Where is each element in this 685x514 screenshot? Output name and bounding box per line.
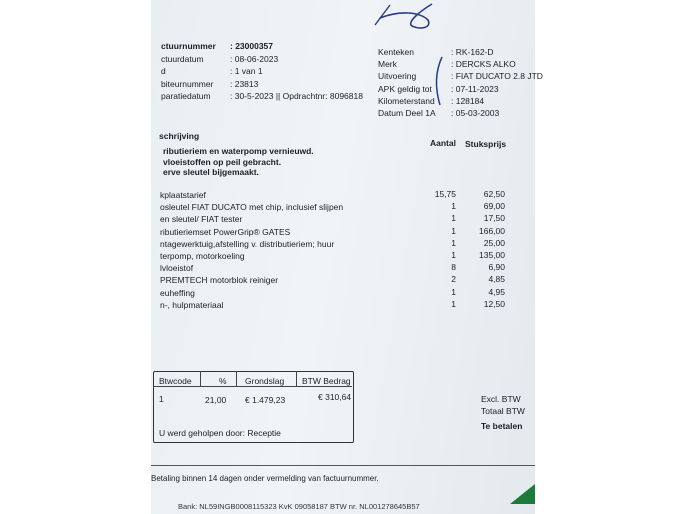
btw-row-code: 1	[159, 394, 164, 404]
header-left-value: : 23813	[230, 78, 259, 89]
item-price: 4,95	[488, 286, 505, 297]
item-description: en sleutel/ FIAT tester	[160, 214, 243, 225]
item-quantity: 2	[451, 274, 456, 285]
col-stuksprijs: Stuksprijs	[465, 139, 507, 149]
btw-col-divider	[200, 371, 201, 387]
header-left-label: biteurnummer	[161, 78, 214, 89]
description-line: vloeistoffen op peil gebracht.	[163, 156, 282, 167]
btw-col-divider	[296, 371, 297, 387]
btw-header-code: Btwcode	[159, 376, 192, 386]
total-excl-label: Excl. BTW	[481, 394, 521, 404]
btw-header-percent: %	[219, 376, 227, 386]
item-description: lvloeistof	[160, 263, 194, 274]
header-right-value: : RK-162-D	[451, 47, 494, 57]
header-right-value: : 128184	[451, 95, 485, 106]
total-btw-label: Totaal BTW	[481, 406, 525, 416]
item-description: ntagewerktuig,afstelling v. distributieriem; huur	[160, 238, 335, 249]
header-right-value: : 07-11-2023	[451, 83, 499, 94]
item-price: 25,00	[483, 237, 505, 248]
item-quantity: 15,75	[434, 189, 456, 199]
item-quantity: 1	[451, 225, 456, 236]
item-description: euheffing	[160, 287, 195, 298]
header-right-value: : 05-03-2003	[451, 108, 500, 118]
item-price: 6,90	[488, 262, 505, 273]
item-description: osleutel FIAT DUCATO met chip, inclusief slijpen	[160, 202, 344, 213]
header-left-label: ctuurnummer	[161, 41, 216, 51]
item-price: 166,00	[479, 225, 505, 236]
item-price: 12,50	[483, 298, 505, 309]
header-right-label: Merk	[378, 59, 397, 70]
col-aantal: Aantal	[430, 138, 456, 148]
description-line: ributieriem en waterpomp vernieuwd.	[163, 146, 314, 156]
helped-by: U werd geholpen door: Receptie	[159, 428, 281, 438]
description-line: erve sleutel bijgemaakt.	[163, 167, 259, 177]
item-price: 62,50	[483, 189, 505, 199]
green-corner-mark	[510, 484, 535, 504]
item-price: 4,85	[488, 274, 505, 285]
item-price: 17,50	[483, 213, 505, 224]
header-right-label: Uitvoering	[378, 71, 417, 82]
item-quantity: 8	[451, 262, 456, 273]
header-right-label: Kenteken	[378, 47, 414, 57]
btw-row-bedrag: € 310,64	[318, 392, 352, 402]
payment-note: Betaling binnen 14 dagen onder vermelding van factuurnummer.	[151, 474, 379, 483]
item-quantity: 1	[451, 237, 456, 248]
btw-row-percent: 21,00	[205, 395, 227, 405]
footer-bank-line: Bank: NL59INGB0008115323 KvK 09058187 BTW nr. NL001278645B57	[178, 502, 420, 511]
item-description: ributieriemset PowerGrip® GATES	[160, 226, 291, 237]
item-quantity: 1	[451, 286, 456, 297]
header-left-label: d	[161, 66, 166, 76]
btw-table-divider	[153, 386, 352, 387]
header-left-label: paratiedatum	[161, 91, 211, 101]
item-quantity: 1	[451, 250, 456, 260]
item-description: n-, hulpmateriaal	[160, 299, 224, 310]
footer-divider	[151, 465, 535, 466]
item-quantity: 1	[451, 201, 456, 212]
header-right-value: : DERCKS ALKO	[451, 59, 516, 70]
header-left-value: : 1 van 1	[230, 66, 263, 76]
header-left-value: : 23000357	[230, 41, 274, 51]
header-right-label: APK geldig tot	[378, 83, 432, 94]
header-right-label: Kilometerstand	[378, 95, 435, 106]
item-description: kplaatstarief	[160, 190, 206, 200]
item-quantity: 1	[451, 298, 456, 309]
header-left-value: : 08-06-2023	[230, 53, 279, 64]
item-price: 69,00	[483, 201, 505, 212]
item-description: PREMTECH motorblok reiniger	[160, 275, 279, 286]
header-right-label: Datum Deel 1A	[378, 108, 436, 118]
item-price: 135,00	[479, 250, 505, 260]
btw-col-divider	[236, 371, 237, 387]
description-title: schrijving	[159, 131, 200, 141]
btw-header-grondslag: Grondslag	[245, 376, 285, 386]
btw-row-grondslag: € 1.479,23	[245, 395, 286, 405]
header-right-value: : FIAT DUCATO 2.8 JTD	[451, 71, 543, 82]
item-description: terpomp, motorkoeling	[160, 251, 245, 261]
header-left-value: : 30-5-2023 || Opdrachtnr: 8096818	[230, 91, 363, 101]
header-left-label: ctuurdatum	[161, 53, 204, 64]
total-pay-label: Te betalen	[481, 421, 523, 431]
btw-header-bedrag: BTW Bedrag	[302, 376, 351, 386]
item-quantity: 1	[451, 213, 456, 224]
